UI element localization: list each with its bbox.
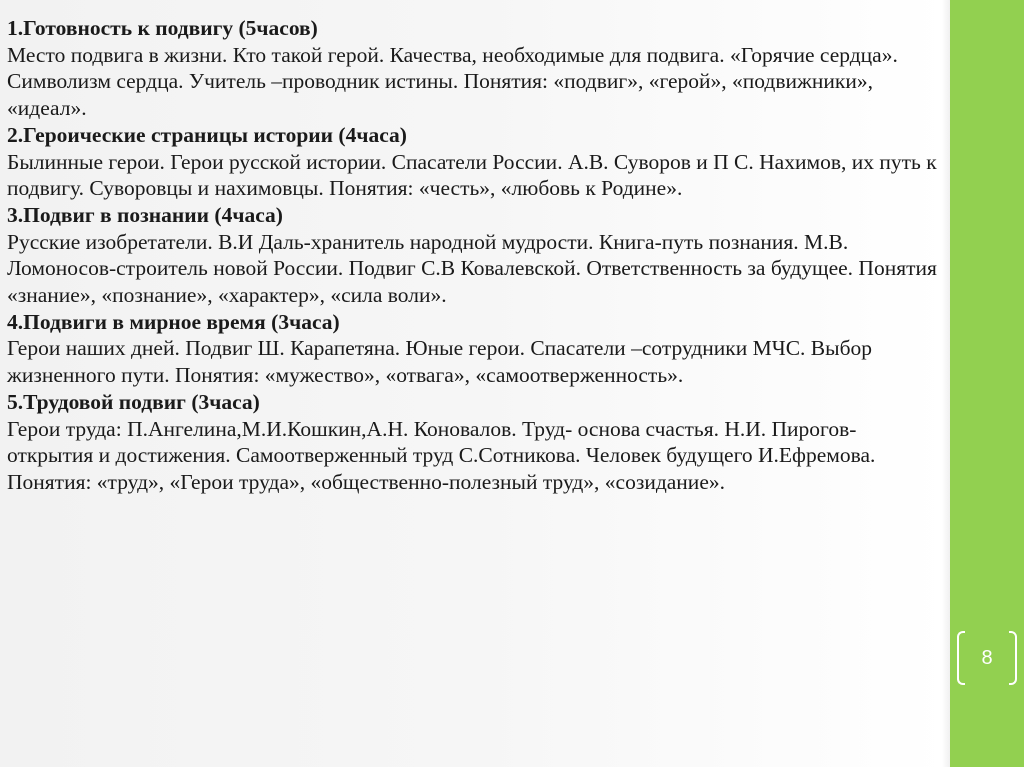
page-number: 8 [981, 647, 993, 669]
section-4-heading: 4.Подвиги в мирное время (3часа) [7, 309, 340, 334]
section-5-body: Герои труда: П.Ангелина,М.И.Кошкин,А.Н. Коновалов. Труд- основа счастья. Н.И. Пирогов-открытия и достижения. Самоотверженный труд С.Сотникова. Человек будущего И.Ефремова. Понятия: «труд», «Герои труда», «общественно-полезный труд», «созидание». [7, 416, 876, 494]
section-4-body: Герои наших дней. Подвиг Ш. Карапетяна. Юные герои. Спасатели –сотрудники МЧС. Выбор жизненного пути. Понятия: «мужество», «отвага», «самоотверженность». [7, 336, 873, 388]
section-1-body: Место подвига в жизни. Кто такой герой. Качества, необходимые для подвига. «Горячие сердца». Символизм сердца. Учитель –проводник истины. Понятия: «подвиг», «герой», «подвижники», «идеал». [7, 42, 898, 121]
section-3-heading: 3.Подвиг в познании (4часа) [7, 202, 283, 227]
page-number-box [957, 631, 1017, 685]
text-block [7, 15, 942, 496]
section-5-heading: 5.Трудовой подвиг (3часа) [7, 389, 260, 414]
content-shadow [942, 0, 950, 767]
section-2-heading: 2.Героические страницы истории (4часа) [7, 122, 407, 147]
section-2-body: Былинные герои. Герои русской истории. Спасатели России. А.В. Суворов и П С. Нахимов, их путь к подвигу. Суворовцы и нахимовцы. Понятия: «честь», «любовь к Родине». [7, 149, 937, 201]
section-3-body: Русские изобретатели. В.И Даль-хранитель народной мудрости. Книга-путь познания. М.В. Ломоносов-строитель новой России. Подвиг С.В Ковалевской. Ответственность за будущее. Понятия «знание», «познание», «характер», «сила воли». [7, 229, 937, 308]
section-1-heading: 1.Готовность к подвигу (5часов) [7, 16, 318, 40]
